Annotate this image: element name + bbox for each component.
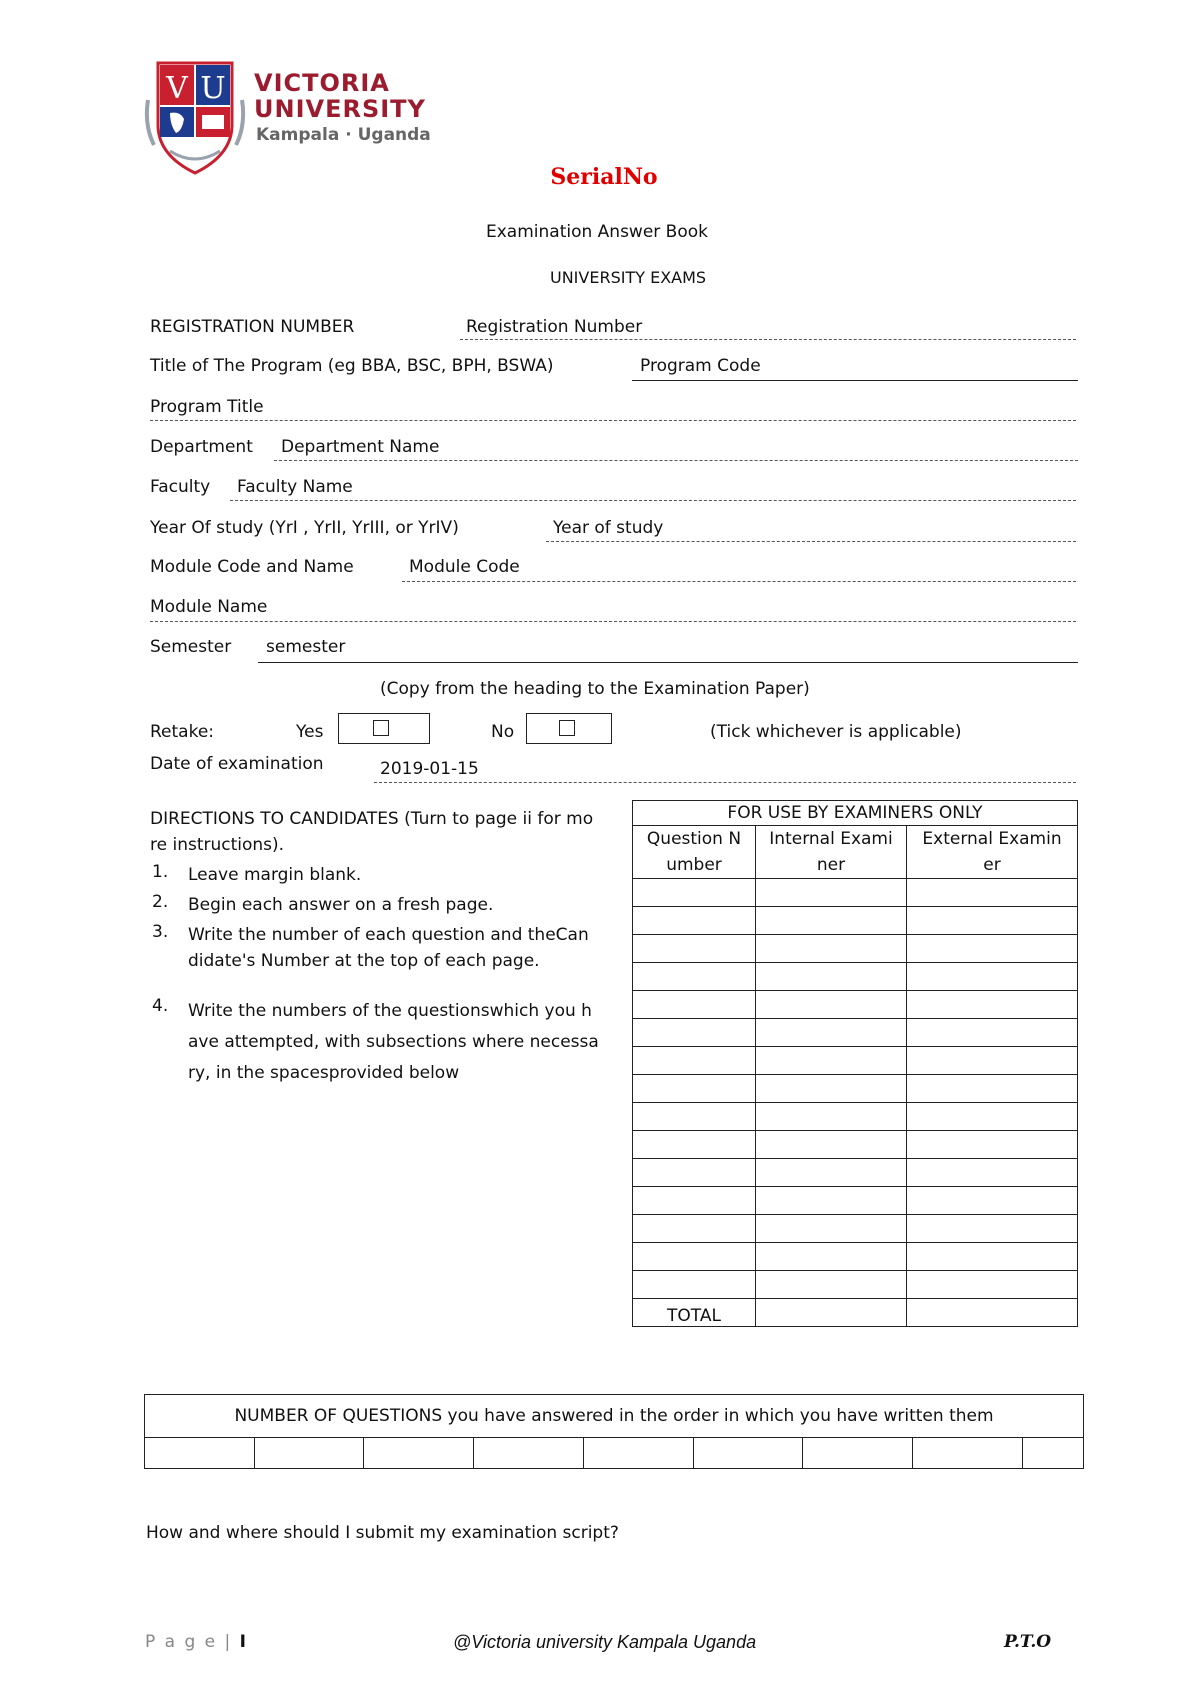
- logo-location: Kampala · Uganda: [256, 125, 431, 145]
- table-row: [633, 879, 1078, 907]
- logo-name-line2: UNIVERSITY: [254, 95, 426, 123]
- internal-cell[interactable]: [756, 1243, 907, 1271]
- date-field[interactable]: 2019-01-15: [380, 759, 479, 779]
- retake-yes-checkbox[interactable]: [373, 720, 389, 736]
- directions: [150, 806, 628, 1089]
- external-cell[interactable]: [907, 1103, 1078, 1131]
- question-cell[interactable]: [633, 879, 756, 907]
- module-label: Module Code and Name: [150, 557, 354, 577]
- external-cell[interactable]: [907, 1215, 1078, 1243]
- program-code-underline: [632, 380, 1078, 381]
- total-label: TOTAL: [633, 1299, 756, 1327]
- module-code-underline: [402, 581, 1076, 582]
- question-cell[interactable]: [633, 963, 756, 991]
- answered-question-cell[interactable]: [913, 1438, 1023, 1469]
- registration-field[interactable]: Registration Number: [466, 317, 643, 337]
- examiners-heading: FOR USE BY EXAMINERS ONLY: [633, 801, 1078, 826]
- table-row: [633, 991, 1078, 1019]
- directions-list: [150, 862, 628, 1089]
- copy-note: (Copy from the heading to the Examination Paper): [380, 679, 810, 699]
- direction-item: [150, 996, 628, 1089]
- table-row: [633, 1187, 1078, 1215]
- external-cell[interactable]: [907, 1187, 1078, 1215]
- direction-number: 2.: [152, 892, 169, 912]
- serial-number: SerialNo: [550, 164, 658, 190]
- registration-underline: [460, 339, 1076, 340]
- faculty-label: Faculty: [150, 477, 211, 497]
- question-cell[interactable]: [633, 935, 756, 963]
- faculty-underline: [230, 500, 1076, 501]
- internal-cell[interactable]: [756, 907, 907, 935]
- year-label: Year Of study (YrI , YrII, YrIII, or YrIV): [150, 518, 459, 538]
- internal-cell[interactable]: [756, 1131, 907, 1159]
- retake-no-checkbox[interactable]: [559, 720, 575, 736]
- question-cell[interactable]: [633, 907, 756, 935]
- year-field[interactable]: Year of study: [553, 518, 664, 538]
- external-cell[interactable]: [907, 1019, 1078, 1047]
- answered-question-cell[interactable]: [803, 1438, 913, 1469]
- examiners-table: [632, 800, 1078, 1327]
- col-external-examiner: [907, 826, 1078, 879]
- external-cell[interactable]: [907, 879, 1078, 907]
- footer-pto: P.T.O: [1004, 1632, 1052, 1652]
- col-question-number-l2: umber: [666, 855, 722, 875]
- examiners-total-row: [633, 1299, 1078, 1327]
- question-cell[interactable]: [633, 1103, 756, 1131]
- total-external-cell[interactable]: [907, 1299, 1078, 1327]
- internal-cell[interactable]: [756, 1271, 907, 1299]
- submit-question: How and where should I submit my examination script?: [146, 1523, 619, 1543]
- internal-cell[interactable]: [756, 1047, 907, 1075]
- external-cell[interactable]: [907, 1047, 1078, 1075]
- department-underline: [274, 460, 1078, 461]
- page-subtitle: UNIVERSITY EXAMS: [550, 268, 707, 287]
- external-cell[interactable]: [907, 1075, 1078, 1103]
- direction-text: didate's Number at the top of each page.: [188, 951, 540, 971]
- questions-answered-heading: NUMBER OF QUESTIONS you have answered in the order in which you have written them: [145, 1395, 1084, 1438]
- total-internal-cell[interactable]: [756, 1299, 907, 1327]
- footer-page: [145, 1632, 248, 1652]
- answered-question-cell[interactable]: [474, 1438, 584, 1469]
- direction-text: ave attempted, with subsections where necessa: [188, 1032, 599, 1052]
- answered-question-cell[interactable]: [145, 1438, 255, 1469]
- direction-text: ry, in the spacesprovided below: [188, 1063, 460, 1083]
- retake-no-box[interactable]: [526, 713, 612, 744]
- col-internal-examiner-l1: Internal Exami: [769, 829, 893, 849]
- internal-cell[interactable]: [756, 1019, 907, 1047]
- external-cell[interactable]: [907, 991, 1078, 1019]
- col-question-number: [633, 826, 756, 879]
- question-cell[interactable]: [633, 1047, 756, 1075]
- table-row: [633, 935, 1078, 963]
- external-cell[interactable]: [907, 1271, 1078, 1299]
- footer-page-number: I: [239, 1632, 248, 1652]
- module-name-underline: [150, 621, 1076, 622]
- year-underline: [546, 541, 1076, 542]
- page-title: Examination Answer Book: [486, 222, 708, 242]
- internal-cell[interactable]: [756, 963, 907, 991]
- module-name-field[interactable]: Module Name: [150, 597, 268, 617]
- answered-question-cell[interactable]: [364, 1438, 474, 1469]
- questions-answered-table: [144, 1394, 1084, 1469]
- question-cell[interactable]: [633, 1131, 756, 1159]
- table-row: [633, 1271, 1078, 1299]
- direction-number: 3.: [152, 922, 169, 942]
- direction-item: [150, 922, 628, 974]
- answered-question-cell[interactable]: [693, 1438, 803, 1469]
- retake-yes-box[interactable]: [338, 713, 430, 744]
- internal-cell[interactable]: [756, 1215, 907, 1243]
- registration-label: REGISTRATION NUMBER: [150, 317, 355, 337]
- retake-yes-label: Yes: [296, 722, 324, 742]
- directions-heading-line2: re instructions).: [150, 835, 285, 855]
- footer-center: @Victoria university Kampala Uganda: [453, 1632, 757, 1652]
- direction-item: [150, 892, 628, 918]
- answered-question-cell[interactable]: [254, 1438, 364, 1469]
- direction-item: [150, 862, 628, 888]
- table-row: [633, 1159, 1078, 1187]
- question-cell[interactable]: [633, 1159, 756, 1187]
- module-code-field[interactable]: Module Code: [409, 557, 520, 577]
- logo-letter-u: U: [200, 71, 226, 106]
- answered-question-cell[interactable]: [1023, 1438, 1084, 1469]
- table-row: [633, 1103, 1078, 1131]
- table-row: [633, 1243, 1078, 1271]
- internal-cell[interactable]: [756, 991, 907, 1019]
- retake-no-label: No: [491, 722, 515, 742]
- retake-label: Retake:: [150, 722, 215, 742]
- internal-cell[interactable]: [756, 1075, 907, 1103]
- internal-cell[interactable]: [756, 1103, 907, 1131]
- table-row: [633, 1019, 1078, 1047]
- footer-page-label: P a g e |: [145, 1632, 233, 1652]
- date-label: Date of examination: [150, 754, 324, 774]
- direction-number: 4.: [152, 996, 169, 1016]
- questions-answered-row: [145, 1438, 1084, 1469]
- question-cell[interactable]: [633, 991, 756, 1019]
- direction-text: Begin each answer on a fresh page.: [188, 895, 494, 915]
- table-row: [633, 907, 1078, 935]
- col-external-examiner-l2: er: [983, 855, 1001, 875]
- col-internal-examiner: [756, 826, 907, 879]
- external-cell[interactable]: [907, 963, 1078, 991]
- department-field[interactable]: Department Name: [281, 437, 440, 457]
- direction-text: Leave margin blank.: [188, 865, 362, 885]
- examiners-header-row: [633, 826, 1078, 879]
- table-row: [633, 963, 1078, 991]
- question-cell[interactable]: [633, 1271, 756, 1299]
- program-title-underline: [150, 420, 1076, 421]
- department-label: Department: [150, 437, 253, 457]
- col-external-examiner-l1: External Examin: [922, 829, 1062, 849]
- table-row: [633, 1047, 1078, 1075]
- semester-label: Semester: [150, 637, 232, 657]
- program-title-field[interactable]: Program Title: [150, 397, 264, 417]
- logo-letter-v: V: [166, 71, 188, 106]
- semester-underline: [258, 662, 1078, 663]
- direction-text: Write the numbers of the questionswhich you h: [188, 1001, 592, 1021]
- date-underline: [374, 782, 1076, 783]
- direction-number: 1.: [152, 862, 169, 882]
- internal-cell[interactable]: [756, 879, 907, 907]
- answered-question-cell[interactable]: [583, 1438, 693, 1469]
- external-cell[interactable]: [907, 935, 1078, 963]
- question-cell[interactable]: [633, 1187, 756, 1215]
- program-code-field[interactable]: Program Code: [640, 356, 761, 376]
- col-question-number-l1: Question N: [646, 829, 742, 849]
- tick-note: (Tick whichever is applicable): [710, 722, 962, 742]
- external-cell[interactable]: [907, 1159, 1078, 1187]
- internal-cell[interactable]: [756, 1187, 907, 1215]
- table-row: [633, 1131, 1078, 1159]
- external-cell[interactable]: [907, 1243, 1078, 1271]
- logo-name-line1: VICTORIA: [254, 69, 390, 97]
- direction-text: Write the number of each question and theCan: [188, 925, 589, 945]
- directions-heading-line1: DIRECTIONS TO CANDIDATES (Turn to page ii for mo: [150, 809, 594, 829]
- faculty-field[interactable]: Faculty Name: [237, 477, 353, 497]
- table-row: [633, 1075, 1078, 1103]
- semester-field[interactable]: semester: [266, 637, 346, 657]
- col-internal-examiner-l2: ner: [816, 855, 846, 875]
- external-cell[interactable]: [907, 907, 1078, 935]
- table-row: [633, 1215, 1078, 1243]
- internal-cell[interactable]: [756, 935, 907, 963]
- question-cell[interactable]: [633, 1215, 756, 1243]
- internal-cell[interactable]: [756, 1159, 907, 1187]
- program-label: Title of The Program (eg BBA, BSC, BPH, BSWA): [150, 356, 554, 376]
- question-cell[interactable]: [633, 1075, 756, 1103]
- question-cell[interactable]: [633, 1019, 756, 1047]
- external-cell[interactable]: [907, 1131, 1078, 1159]
- question-cell[interactable]: [633, 1243, 756, 1271]
